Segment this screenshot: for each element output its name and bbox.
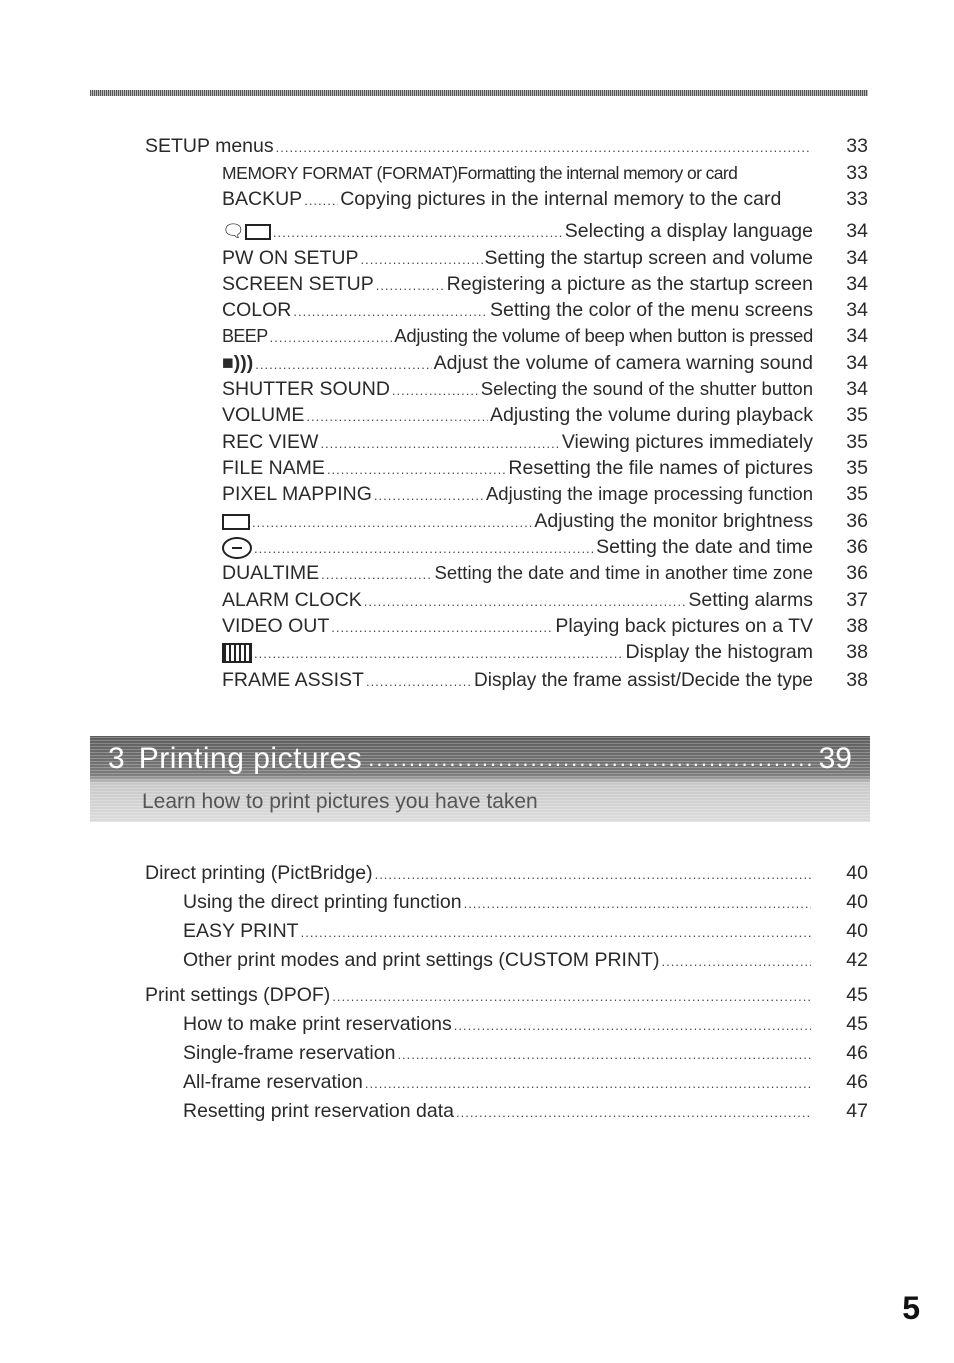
entry-page: 34 <box>846 273 868 295</box>
toc-entry-monitor-brightness[interactable] <box>222 509 813 535</box>
entry-title: Single-frame reservation <box>183 1042 396 1064</box>
entry-page: 38 <box>846 669 868 691</box>
entry-title: SETUP menus <box>145 135 274 157</box>
toc-entry-beep[interactable] <box>222 324 813 350</box>
leader-dots <box>276 136 811 160</box>
entry-desc: Resetting the file names of pictures <box>508 457 813 479</box>
leader-dots <box>270 326 393 350</box>
entry-desc: Adjusting the volume during playback <box>489 404 813 426</box>
toc-entry-histogram[interactable] <box>222 640 813 666</box>
leader-dots <box>254 537 594 561</box>
toc-entry-direct-printing[interactable] <box>145 861 813 887</box>
toc-entry-screen-setup[interactable] <box>222 272 813 298</box>
entry-desc: Registering a picture as the startup screen <box>446 273 813 295</box>
entry-desc: Viewing pictures immediately <box>561 431 813 453</box>
chapter-number: 3 <box>108 742 125 775</box>
entry-desc: Selecting a display language <box>564 220 813 242</box>
entry-title: All-frame reservation <box>183 1071 363 1093</box>
leader-dots <box>361 248 483 272</box>
entry-desc: Adjusting the volume of beep when button is pressed <box>394 325 813 346</box>
entry-page: 33 <box>846 135 868 157</box>
entry-title: Direct printing (PictBridge) <box>145 862 373 884</box>
toc-entry-shutter-sound[interactable] <box>222 377 813 403</box>
entry-page: 33 <box>846 188 868 210</box>
speaker-icon: ■))) <box>222 352 254 374</box>
entry-desc: Display the frame assist/Decide the type <box>474 670 813 691</box>
entry-desc: Copying pictures in the internal memory to the card <box>340 188 782 210</box>
page-number: 5 <box>902 1290 920 1326</box>
entry-page: 38 <box>846 615 868 637</box>
entry-title: FRAME ASSIST <box>222 669 364 691</box>
leader-dots <box>321 563 432 587</box>
entry-title: COLOR <box>222 299 292 321</box>
entry-title: ALARM CLOCK <box>222 589 362 611</box>
entry-page: 37 <box>846 589 868 611</box>
entry-desc: Setting the startup screen and volume <box>484 247 813 269</box>
leader-dots <box>661 950 811 974</box>
toc-entry-memory-format[interactable] <box>222 161 813 185</box>
leader-dots <box>392 379 479 403</box>
toc-entry-frame-assist[interactable] <box>222 668 813 694</box>
entry-title: Other print modes and print settings (CUSTOM PRINT) <box>183 949 660 971</box>
toc-entry-date-time[interactable] <box>222 535 813 561</box>
leader-dots <box>374 484 484 508</box>
entry-desc: Adjust the volume of camera warning sound <box>433 352 813 374</box>
entry-page: 38 <box>846 641 868 663</box>
toc-entry-resetting-reservation[interactable] <box>183 1099 813 1125</box>
toc-entry-easy-print[interactable] <box>183 919 813 945</box>
chapter-heading <box>90 736 870 782</box>
entry-title: DUALTIME <box>222 562 320 584</box>
entry-title: FILE NAME <box>222 457 325 479</box>
entry-title: MEMORY FORMAT (FORMAT) <box>222 163 458 183</box>
entry-page: 34 <box>846 325 868 347</box>
entry-page: 40 <box>846 891 868 913</box>
entry-page: 35 <box>846 457 868 479</box>
entry-desc: Setting the date and time <box>596 536 813 558</box>
entry-desc: Display the histogram <box>625 641 813 663</box>
leader-dots <box>368 746 812 772</box>
leader-dots <box>255 353 431 377</box>
entry-page: 34 <box>846 378 868 400</box>
entry-page: 42 <box>846 949 868 971</box>
leader-dots <box>376 274 445 298</box>
entry-page: 34 <box>846 247 868 269</box>
entry-title: VOLUME <box>222 404 305 426</box>
entry-title: How to make print reservations <box>183 1013 452 1035</box>
entry-page: 34 <box>846 299 868 321</box>
leader-dots <box>293 300 488 324</box>
leader-dots <box>252 511 532 535</box>
leader-dots <box>454 1014 811 1038</box>
leader-dots <box>254 642 624 666</box>
entry-title: Print settings (DPOF) <box>145 984 331 1006</box>
leader-dots <box>365 1072 811 1096</box>
entry-desc: Adjusting the monitor brightness <box>534 510 813 532</box>
toc-entry-print-reservations[interactable] <box>183 1012 813 1038</box>
entry-desc: Formatting the internal memory or card <box>457 163 738 183</box>
entry-page: 40 <box>846 920 868 942</box>
clock-icon <box>222 535 252 559</box>
entry-title: SCREEN SETUP <box>222 273 374 295</box>
toc-entry-alarm-clock[interactable] <box>222 588 813 614</box>
entry-desc: Setting alarms <box>688 589 813 611</box>
leader-dots <box>304 189 338 213</box>
leader-dots <box>273 221 563 245</box>
entry-title: EASY PRINT <box>183 920 299 942</box>
entry-page: 45 <box>846 984 868 1006</box>
chapter-subtitle: Learn how to print pictures you have taken <box>142 790 538 813</box>
toc-entry-volume[interactable] <box>222 403 813 429</box>
entry-page: 35 <box>846 483 868 505</box>
entry-title: REC VIEW <box>222 431 319 453</box>
entry-title: PW ON SETUP <box>222 247 359 269</box>
toc-entry-backup[interactable] <box>222 187 813 213</box>
toc-entry-using-direct-printing[interactable] <box>183 890 813 916</box>
entry-desc: Selecting the sound of the shutter button <box>480 378 813 399</box>
toc-entry-language[interactable] <box>222 219 813 245</box>
chapter-banner[interactable] <box>90 736 870 822</box>
toc-entry-pixel-mapping[interactable] <box>222 482 813 508</box>
entry-page: 47 <box>846 1100 868 1122</box>
entry-desc: Setting the color of the menu screens <box>489 299 813 321</box>
entry-desc: Playing back pictures on a TV <box>555 615 813 637</box>
toc-entry-custom-print[interactable] <box>183 948 813 974</box>
toc-entry-all-frame[interactable] <box>183 1070 813 1096</box>
toc-entry-warning-sound[interactable] <box>222 351 813 377</box>
toc-entry-print-settings[interactable] <box>145 983 813 1009</box>
top-rule <box>90 90 868 96</box>
toc-entry-color[interactable] <box>222 298 813 324</box>
entry-title: Using the direct printing function <box>183 891 462 913</box>
monitor-brightness-icon <box>222 509 250 533</box>
entry-page: 35 <box>846 404 868 426</box>
toc-entry-dualtime[interactable] <box>222 561 813 587</box>
entry-title: BEEP <box>222 326 268 346</box>
chapter-page: 39 <box>818 742 852 775</box>
leader-dots <box>456 1101 811 1125</box>
entry-title: VIDEO OUT <box>222 615 330 637</box>
entry-page: 45 <box>846 1013 868 1035</box>
leader-dots <box>464 892 811 916</box>
leader-dots <box>331 616 553 640</box>
toc-entry-file-name[interactable] <box>222 456 813 482</box>
entry-desc: Adjusting the image processing function <box>485 483 813 504</box>
toc-entry-rec-view[interactable] <box>222 430 813 456</box>
entry-page: 46 <box>846 1071 868 1093</box>
toc-entry-video-out[interactable] <box>222 614 813 640</box>
leader-dots <box>301 921 811 945</box>
entry-title: PIXEL MAPPING <box>222 483 372 505</box>
leader-dots <box>306 405 488 429</box>
entry-page: 46 <box>846 1042 868 1064</box>
entry-page: 36 <box>846 562 868 584</box>
entry-page: 36 <box>846 510 868 532</box>
entry-page: 34 <box>846 352 868 374</box>
chapter-title: Printing pictures <box>138 742 363 775</box>
entry-page: 36 <box>846 536 868 558</box>
toc-entry-setup-menus[interactable] <box>145 134 813 160</box>
entry-page: 33 <box>846 162 868 184</box>
entry-title: BACKUP <box>222 188 303 210</box>
entry-page: 40 <box>846 862 868 884</box>
leader-dots <box>397 1043 811 1067</box>
toc-entry-single-frame[interactable] <box>183 1041 813 1067</box>
entry-page: 35 <box>846 431 868 453</box>
entry-desc: Setting the date and time in another time zone <box>434 562 813 583</box>
entry-title: SHUTTER SOUND <box>222 378 390 400</box>
leader-dots <box>375 863 811 887</box>
leader-dots <box>320 432 559 456</box>
leader-dots <box>327 458 506 482</box>
entry-page: 34 <box>846 220 868 242</box>
leader-dots <box>364 590 687 614</box>
leader-dots <box>332 985 811 1009</box>
entry-title: Resetting print reservation data <box>183 1100 454 1122</box>
histogram-icon <box>222 640 252 664</box>
leader-dots <box>366 670 472 694</box>
toc-entry-pw-on-setup[interactable] <box>222 246 813 272</box>
language-icon: 🗨 <box>222 219 271 243</box>
